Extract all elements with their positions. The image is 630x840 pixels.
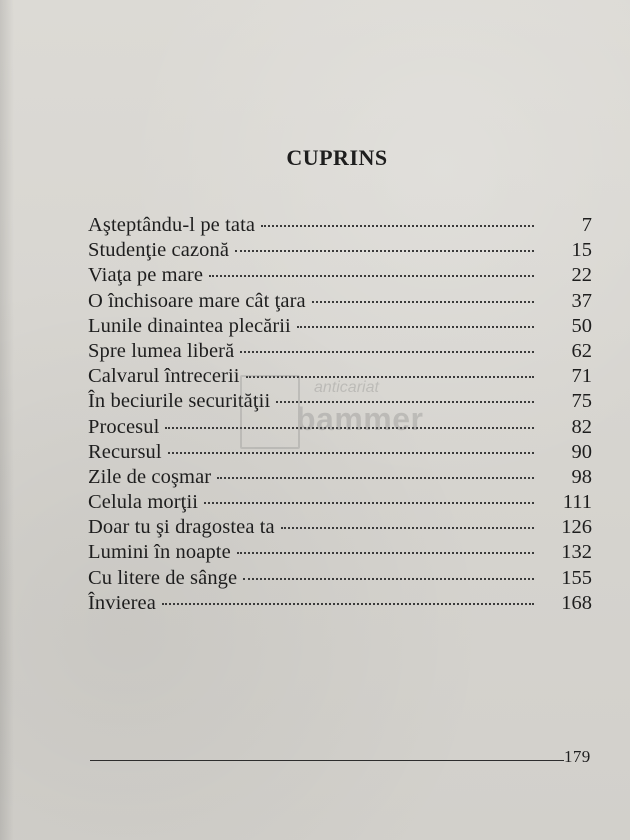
- toc-entry-page: 37: [571, 289, 592, 312]
- toc-entry-page: 50: [571, 314, 592, 337]
- table-of-contents: [88, 213, 592, 616]
- toc-entry: [88, 213, 592, 238]
- toc-entry: [88, 314, 592, 339]
- page-number: 179: [564, 747, 591, 766]
- page-gutter-shadow: [0, 0, 14, 840]
- toc-entry-title: Studenţie cazonă: [88, 239, 230, 262]
- toc-entry: [88, 389, 592, 414]
- toc-entry-page: 7: [581, 214, 592, 236]
- toc-entry-title: Zile de coşmar: [88, 465, 212, 488]
- toc-leader-dots: [237, 551, 534, 554]
- toc-entry: [88, 238, 592, 263]
- toc-leader-dots: [165, 426, 534, 429]
- toc-leader-dots: [162, 602, 534, 605]
- toc-leader-dots: [235, 249, 534, 252]
- toc-entry-title: Lunile dinaintea plecării: [88, 314, 291, 337]
- toc-entry-title: Aşteptându-l pe tata: [88, 214, 256, 236]
- toc-leader-dots: [297, 325, 534, 328]
- toc-entry-page: 62: [571, 339, 592, 362]
- toc-entry-title: Lumini în noapte: [88, 541, 231, 564]
- toc-entry: [88, 591, 592, 616]
- toc-entry: [88, 415, 592, 440]
- toc-entry-page: 111: [562, 491, 592, 514]
- toc-entry-title: Viaţa pe mare: [88, 264, 204, 287]
- watermark-small-text: anticariat: [314, 379, 379, 396]
- toc-leader-dots: [209, 274, 534, 277]
- toc-entry: [88, 339, 592, 364]
- toc-leader-dots: [276, 400, 534, 403]
- toc-entry-page: 155: [561, 566, 592, 589]
- toc-entry-page: 90: [571, 440, 592, 463]
- toc-leader-dots: [281, 526, 534, 529]
- toc-entry: [88, 364, 592, 389]
- contents-heading: CUPRINS: [286, 145, 388, 170]
- toc-entry-page: 71: [571, 365, 592, 388]
- toc-entry-title: Învierea: [88, 591, 156, 614]
- toc-entry-title: Spre lumea liberă: [88, 339, 235, 362]
- toc-entry-page: 15: [571, 239, 592, 262]
- toc-entry: [88, 465, 592, 490]
- toc-entry: [88, 540, 592, 565]
- toc-leader-dots: [261, 224, 534, 227]
- toc-entry-title: Procesul: [88, 415, 160, 438]
- toc-entry-page: 98: [571, 465, 592, 488]
- toc-entry-title: Celula morţii: [88, 491, 199, 514]
- toc-entry-page: 168: [561, 591, 592, 614]
- toc-entry-title: Cu litere de sânge: [88, 566, 238, 589]
- toc-entry: [88, 440, 592, 465]
- watermark-brand-text: bammer: [296, 401, 424, 437]
- toc-entry-page: 75: [571, 390, 592, 413]
- toc-leader-dots: [204, 501, 534, 504]
- toc-entry: [88, 263, 592, 288]
- toc-entry-page: 132: [561, 541, 592, 564]
- toc-leader-dots: [243, 577, 534, 580]
- toc-entry-title: Recursul: [88, 440, 162, 463]
- toc-leader-dots: [246, 375, 534, 378]
- toc-entry-title: În beciurile securităţii: [88, 390, 271, 413]
- toc-entry: [88, 490, 592, 515]
- footer-rule: [90, 760, 564, 761]
- toc-entry-title: Doar tu şi dragostea ta: [88, 516, 275, 539]
- toc-entry: [88, 289, 592, 314]
- toc-entry-page: 22: [571, 264, 592, 287]
- toc-entry-page: 82: [571, 415, 592, 438]
- toc-entry: [88, 515, 592, 540]
- toc-leader-dots: [312, 300, 534, 303]
- toc-leader-dots: [240, 350, 534, 353]
- toc-entry: [88, 566, 592, 591]
- toc-entry-page: 126: [561, 516, 592, 539]
- toc-leader-dots: [217, 476, 534, 479]
- toc-leader-dots: [168, 451, 534, 454]
- toc-entry-title: Calvarul întrecerii: [88, 365, 240, 388]
- toc-entry-title: O închisoare mare cât ţara: [88, 289, 306, 312]
